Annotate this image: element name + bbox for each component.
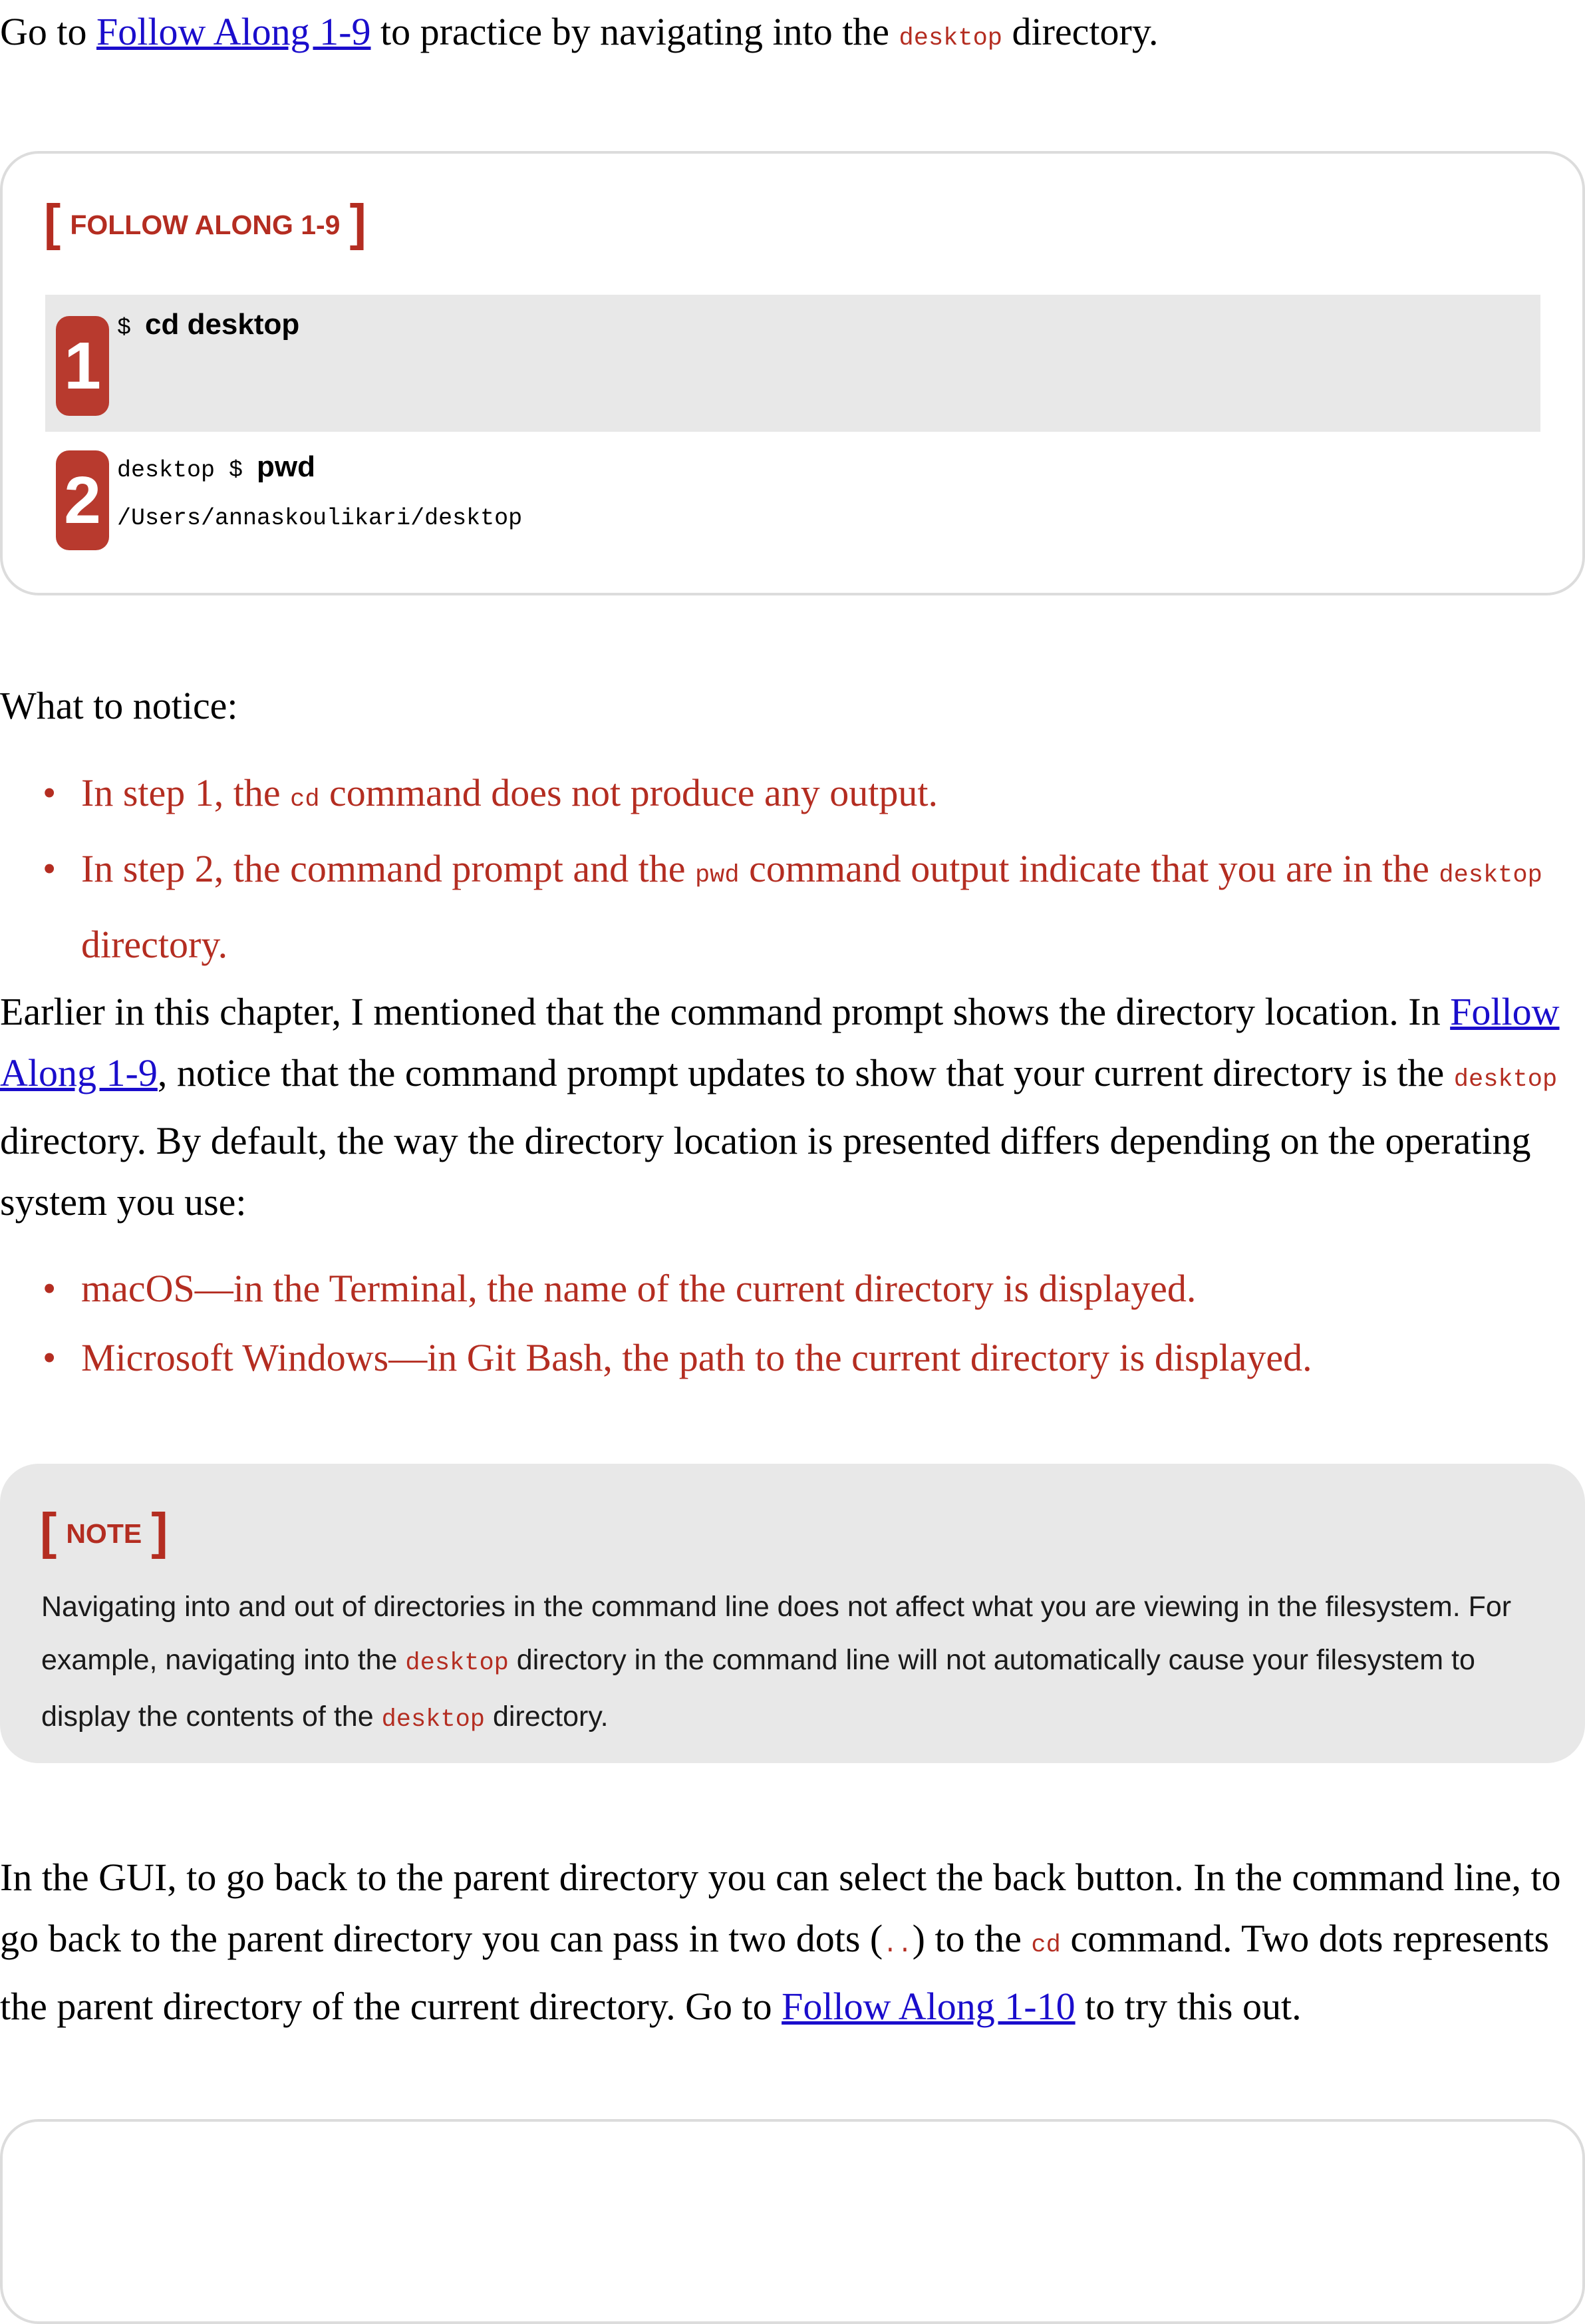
bracket-open: [ <box>44 194 61 251</box>
inline-code: desktop <box>381 1706 485 1734</box>
note-box <box>0 1464 1585 1763</box>
step-2-terminal-output: /Users/annaskoulikari/desktop <box>117 505 523 532</box>
notice-heading: What to notice: <box>0 684 238 727</box>
paragraph-text: command. Two dots represents the parent directory of the current directory. Go to <box>0 1917 1550 2028</box>
list-item-text: In step 2, the command prompt and the <box>81 847 695 890</box>
step-2-terminal-line <box>117 450 315 484</box>
list-item: • Microsoft Windows—in Git Bash, the path to the current directory is displayed. <box>0 1323 1585 1393</box>
os-list <box>0 1254 1585 1393</box>
bracket-close: ] <box>151 1503 168 1560</box>
intro-text: to practice by navigating into the <box>370 10 899 53</box>
list-item-text: In step 1, the <box>81 771 291 814</box>
intro-text: Go to <box>0 10 96 53</box>
intro-text: directory. <box>1002 10 1159 53</box>
inline-code: .. <box>883 1931 913 1959</box>
paragraph-text: Earlier in this chapter, I mentioned that the command prompt shows the directory location. In <box>0 990 1451 1033</box>
notice-list <box>0 758 1585 979</box>
paragraph-text: In the GUI, to go back to the parent directory you can select the back button. In the command line, to go back to the parent directory you can pass in two dots ( <box>0 1856 1561 1960</box>
paragraph-text: ) to the <box>912 1917 1032 1960</box>
note-text: directory. <box>485 1701 609 1733</box>
intro-paragraph <box>0 1 1585 69</box>
follow-along-title <box>44 194 366 251</box>
inline-code: desktop <box>1453 1066 1558 1094</box>
list-item <box>0 834 1585 979</box>
inline-code: desktop <box>405 1649 509 1677</box>
note-text: Navigating into and out of directories in the command line does not affect what you are viewing in the filesystem. For example, navigating into the <box>41 1591 1512 1676</box>
paragraph-text: directory. By default, the way the directory location is presented differs depending on the operating system you use: <box>0 1119 1531 1224</box>
note-title-text: NOTE <box>66 1518 142 1549</box>
paragraph-text: to try this out. <box>1075 1985 1302 2028</box>
follow-along-title-text: FOLLOW ALONG 1-9 <box>70 210 341 240</box>
step-row-2 <box>45 450 1540 564</box>
earlier-paragraph <box>0 981 1585 1233</box>
inline-code: pwd <box>694 862 740 890</box>
inline-code: desktop <box>1439 862 1542 890</box>
bracket-close: ] <box>349 194 366 251</box>
step-1-badge: 1 <box>56 316 109 416</box>
note-text: directory in the command line will not automatically cause your filesystem to display the contents of the <box>41 1644 1475 1733</box>
list-item-text: command does not produce any output. <box>319 771 938 814</box>
terminal-command: pwd <box>257 450 316 483</box>
inline-code: desktop <box>899 25 1002 53</box>
list-item-text: directory. <box>81 923 228 966</box>
terminal-prompt: $ <box>117 315 146 341</box>
list-item-text: command output indicate that you are in the <box>739 847 1439 890</box>
follow-along-1-9-link[interactable]: Follow Along 1-9 <box>96 10 371 53</box>
inline-code: cd <box>1031 1931 1061 1959</box>
step-2-badge: 2 <box>56 450 109 550</box>
inline-code: cd <box>290 786 320 814</box>
step-row-1 <box>45 295 1540 432</box>
list-item: • macOS—in the Terminal, the name of the current directory is displayed. <box>0 1254 1585 1323</box>
step-1-terminal-line <box>117 308 299 341</box>
terminal-prompt: desktop $ <box>117 457 257 484</box>
note-title <box>40 1502 168 1560</box>
follow-along-1-9-link[interactable]: Follow Along 1-9 <box>0 990 1560 1094</box>
follow-along-card <box>0 151 1585 595</box>
bracket-open: [ <box>40 1503 57 1560</box>
paragraph-text: , notice that the command prompt updates to show that your current directory is the <box>157 1051 1454 1094</box>
next-follow-along-card <box>0 2119 1585 2324</box>
follow-along-1-10-link[interactable]: Follow Along 1-10 <box>782 1985 1076 2028</box>
note-body <box>41 1580 1558 1746</box>
gui-paragraph <box>0 1847 1585 2037</box>
terminal-command: cd desktop <box>145 308 300 341</box>
list-item <box>0 758 1585 834</box>
